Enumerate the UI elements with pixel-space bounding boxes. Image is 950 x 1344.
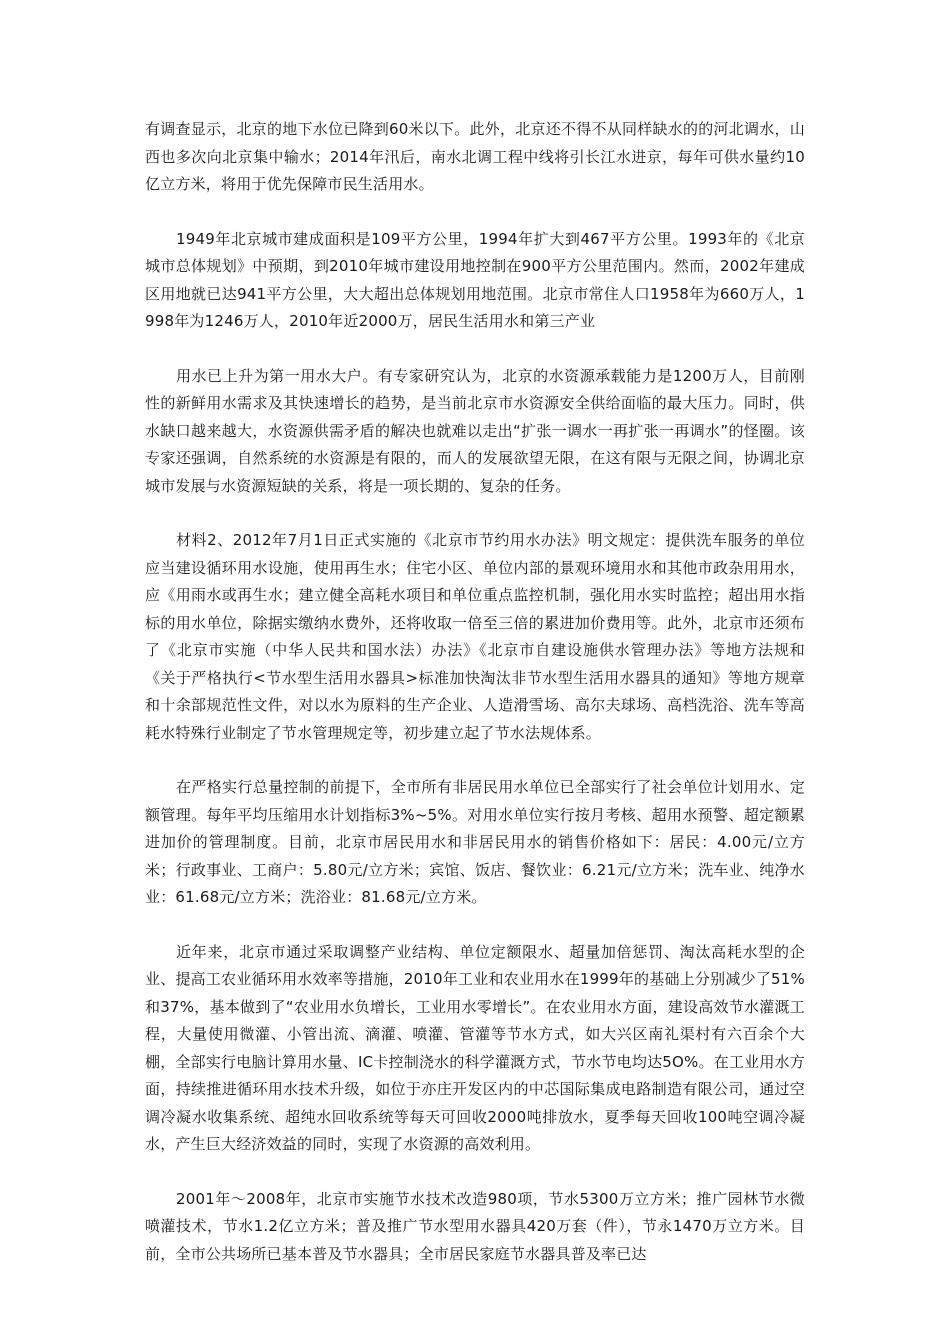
paragraph-water-pricing: 在严格实行总量控制的前提下，全市所有非居民用水单位已全部实行了社会单位计划用水、定额管理。每年平均压缩用水计划指标3%~5%。对用水单位实行按月考核、超用水预警、超定额累进加价的管理制度。目前，北京市居民用水和非居民用水的销售价格如下：居民：4.00元/立方米；行政事业、工商户：5.80元/立方米；宾馆、饭店、餐饮业：6.21元/立方米；洗车业、纯净水业：61.68元/立方米；洗浴业：81.68元/立方米。 xyxy=(145,778,805,906)
document-body xyxy=(145,116,805,1295)
paragraph-water-regulations: 材料2、2012年7月1日正式实施的《北京市节约用水办法》明文规定：提供洗车服务的单位应当建设循环用水设施，使用再生水；住宅小区、单位内部的景观环境用水和其他市政杂用用水，应《用雨水或再生水；建立健全高耗水项目和单位重点监控机制，强化用水实时监控；超出用水指标的用水单位，除据实缴纳水费外，还将收取一倍至三倍的累进加价费用等。此外，北京市还须布了《北京市实施（中华人民共和国水法）办法》《北京市自建设施供水管理办法》等地方法规和《关于严格执行<节水型生活用水器具>标准加快淘汰非节水型生活用水器具的通知》等地方规章和十余部规范性文件，对以水为原料的生产企业、人造滑雪场、高尔夫球场、高档洗浴、洗车等高耗水特殊行业制定了节水管理规定等，初步建立起了节水法规体系。 xyxy=(145,531,805,742)
paragraph-urban-expansion: 1949年北京城市建成面积是109平方公里，1994年扩大到467平方公里。1993年的《北京城市总体规划》中预期，到2010年城市建设用地控制在900平方公里范围内。然而，2002年建成区用地就已达941平方公里，大大超出总体规划用地范围。北京市常住人口1958年为660万人，1998年为1246万人，2010年近2000万，居民生活用水和第三产业 xyxy=(145,229,805,330)
paragraph-water-capacity: 用水已上升为第一用水大户。有专家研究认为，北京的水资源承载能力是1200万人，目前刚性的新鲜用水需求及其快速增长的趋势，是当前北京市水资源安全供给面临的最大压力。同时，供水缺口越来越大，水资源供需矛盾的解决也就难以走出“扩张一调水一再扩张一再调水”的怪圈。该专家还强调，自然系统的水资源是有限的，而人的发展欲望无限，在这有限与无限之间，协调北京城市发展与水资源短缺的关系，将是一项长期的、复杂的任务。 xyxy=(145,366,805,495)
paragraph-water-saving-measures: 近年来，北京市通过采取调整产业结构、单位定额限水、超量加倍惩罚、淘汰高耗水型的企业、提高工农业循环用水效率等措施，2010年工业和农业用水在1999年的基础上分别减少了51%和37%，基本做到了“农业用水负增长，工业用水零增长”。在农业用水方面，建设高效节水灌溉工程，大量使用微灌、小管出流、滴灌、喷灌、管灌等节水方式，如大兴区南礼渠村有六百余个大棚，全部实行电脑计算用水量、IC卡控制浇水的科学灌溉方式，节水节电均达5O%。在工业用水方面，持续推进循环用水技术升级，如位于亦庄开发区内的中芯国际集成电路制造有限公司，通过空调冷凝水收集系统、超纯水回收系统等每天可回收2000吨排放水，夏季每天回收100吨空调冷凝水，产生巨大经济效益的同时，实现了水资源的高效利用。 xyxy=(145,942,805,1153)
paragraph-groundwater: 有调查显示，北京的地下水位已降到60米以下。此外，北京还不得不从同样缺水的的河北调水，山西也多次向北京集中输水；2014年汛后，南水北调工程中线将引长江水进京，每年可供水量约10亿立方米，将用于优先保障市民生活用水。 xyxy=(145,120,805,193)
paragraph-technology-upgrades: 2001年～2008年，北京市实施节水技术改造980项，节水5300万立方米；推广园林节水微喷灌技术，节水1.2亿立方米；普及推广节水型用水器具420万套（件），节永1470万立方米。目前，全市公共场所已基本普及节水器具；全市居民家庭节水器具普及率已达 xyxy=(145,1189,805,1263)
